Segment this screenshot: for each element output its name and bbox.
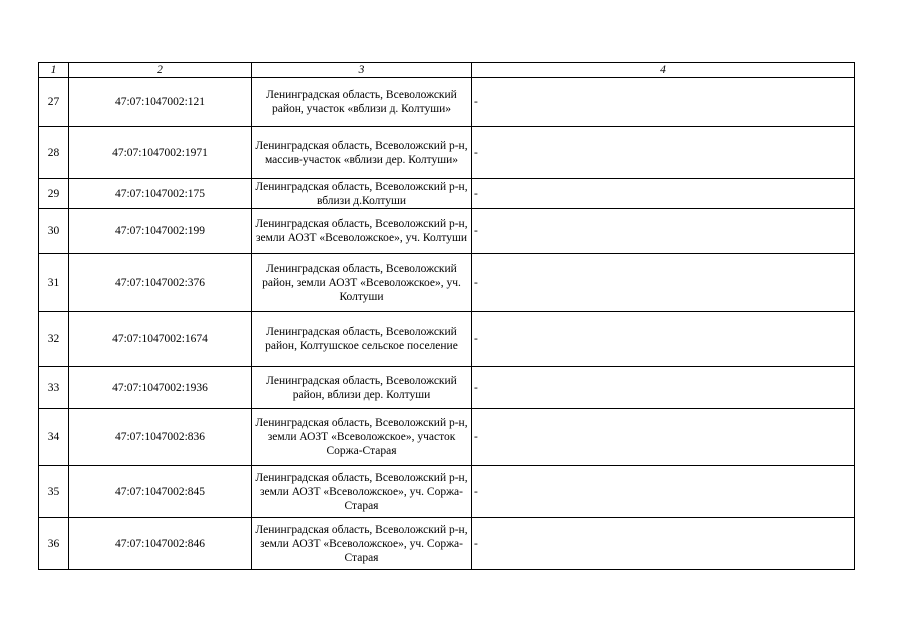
table-row [39,254,855,312]
parcel-address: Ленинградская область, Всеволожский р-н, массив-участок «вблизи дер. Колтуши» [252,127,472,179]
parcel-address: Ленинградская область, Всеволожский р-н, земли АОЗТ «Всеволожское», уч. Колтуши [252,209,472,254]
parcel-note: - [472,409,855,466]
row-number: 35 [39,466,69,518]
cadastral-number: 47:07:1047002:845 [69,466,252,518]
column-header-3: 3 [252,63,472,78]
row-number: 29 [39,179,69,209]
row-number: 33 [39,367,69,409]
parcel-note: - [472,78,855,127]
parcel-address: Ленинградская область, Всеволожский район, земли АОЗТ «Всеволожское», уч. Колтуши [252,254,472,312]
cadastral-number: 47:07:1047002:121 [69,78,252,127]
table-row [39,209,855,254]
table-row [39,409,855,466]
parcel-address: Ленинградская область, Всеволожский р-н, земли АОЗТ «Всеволожское», уч. Соржа-Старая [252,518,472,570]
row-number: 27 [39,78,69,127]
row-number: 36 [39,518,69,570]
parcel-note: - [472,254,855,312]
row-number: 30 [39,209,69,254]
cadastral-number: 47:07:1047002:836 [69,409,252,466]
parcel-note: - [472,179,855,209]
parcel-note: - [472,518,855,570]
parcel-address: Ленинградская область, Всеволожский р-н, земли АОЗТ «Всеволожское», участок Соржа-Старая [252,409,472,466]
table-row [39,127,855,179]
cadastral-number: 47:07:1047002:1936 [69,367,252,409]
parcel-note: - [472,466,855,518]
column-header-2: 2 [69,63,252,78]
parcel-address: Ленинградская область, Всеволожский район, участок «вблизи д. Колтуши» [252,78,472,127]
parcel-note: - [472,312,855,367]
table-row [39,78,855,127]
parcel-address: Ленинградская область, Всеволожский район, Колтушское сельское поселение [252,312,472,367]
cadastral-number: 47:07:1047002:1674 [69,312,252,367]
cadastral-number: 47:07:1047002:846 [69,518,252,570]
parcel-note: - [472,367,855,409]
cadastral-number: 47:07:1047002:175 [69,179,252,209]
table-header-row [39,63,855,78]
parcel-address: Ленинградская область, Всеволожский р-н, земли АОЗТ «Всеволожское», уч. Соржа-Старая [252,466,472,518]
cadastral-number: 47:07:1047002:1971 [69,127,252,179]
parcels-table [38,62,855,570]
parcel-address: Ленинградская область, Всеволожский район, вблизи дер. Колтуши [252,367,472,409]
parcel-note: - [472,127,855,179]
table-row [39,466,855,518]
row-number: 31 [39,254,69,312]
cadastral-number: 47:07:1047002:376 [69,254,252,312]
parcel-note: - [472,209,855,254]
table-row [39,367,855,409]
row-number: 34 [39,409,69,466]
row-number: 32 [39,312,69,367]
table-row [39,312,855,367]
table-row [39,518,855,570]
cadastral-number: 47:07:1047002:199 [69,209,252,254]
row-number: 28 [39,127,69,179]
column-header-4: 4 [472,63,855,78]
column-header-1: 1 [39,63,69,78]
table-row [39,179,855,209]
parcel-address: Ленинградская область, Всеволожский р-н, вблизи д.Колтуши [252,179,472,209]
